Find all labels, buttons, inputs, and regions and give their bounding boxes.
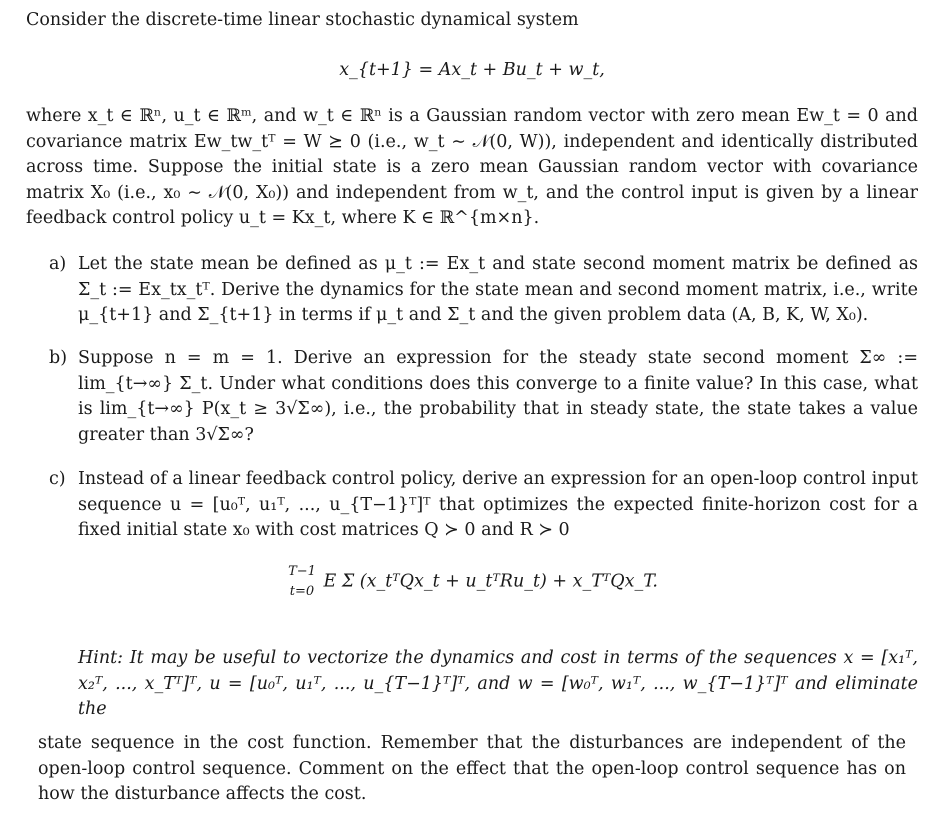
dynamics-equation: x_{t+1} = Ax_t + Bu_t + w_t, xyxy=(339,60,605,80)
cost-expression: E Σ (x_tᵀQx_t + u_tᵀRu_t) + x_TᵀQx_T. xyxy=(323,571,658,592)
part-a-label: a) xyxy=(49,254,67,274)
part-c-text: Instead of a linear feedback control policy, derive an expression for an open-loop control input sequence u = [u₀ᵀ, u₁ᵀ, ..., u_{T−1}ᵀ]ᵀ that optimizes the expected finite-horizon cost for a fixed initial state x₀ with cost matrices Q ≻ 0 and R ≻ 0 xyxy=(78,469,918,540)
part-b-text: Suppose n = m = 1. Derive an expression for the steady state second moment Σ∞ := lim_{t→∞} Σ_t. Under what conditions does this converge to a finite value? In this case, what is lim_{t→∞} P(x_t ≥ 3√Σ∞), i.e., the probability that in steady state, the state takes a value greater than 3√Σ∞? xyxy=(78,348,918,445)
sum-lower-limit: t=0 xyxy=(289,584,315,599)
summation-operator xyxy=(288,562,316,602)
part-b xyxy=(49,346,918,448)
problem-description: where x_t ∈ ℝⁿ, u_t ∈ ℝᵐ, and w_t ∈ ℝⁿ is a Gaussian random vector with zero mean Ew_t = 0 and covariance matrix Ew_tw_tᵀ = W ⪰ 0 (i.e., w_t ∼ 𝒩(0, W)), independent and identically distributed across time. Suppose the initial state is a zero mean Gaussian random vector with covariance matrix X₀ (i.e., x₀ ∼ 𝒩(0, X₀)) and independent from w_t, and the control input is given by a linear feedback control policy u_t = Kx_t, where K ∈ ℝ^{m×n}. xyxy=(26,106,918,228)
cost-equation xyxy=(26,562,918,602)
intro-text: Consider the discrete-time linear stochastic dynamical system xyxy=(26,10,579,30)
part-c-label: c) xyxy=(49,469,66,489)
part-a xyxy=(49,252,918,329)
part-c xyxy=(49,467,918,544)
part-b-label: b) xyxy=(49,348,68,368)
continuation-text: state sequence in the cost function. Remember that the disturbances are independent of the open-loop control sequence. Comment on the effect that the open-loop control sequence has on how the disturbance affects the cost. xyxy=(38,733,906,804)
part-a-text: Let the state mean be defined as μ_t := Ex_t and state second moment matrix be defined as Σ_t := Ex_tx_tᵀ. Derive the dynamics for the state mean and second moment matrix, i.e., write μ_{t+1} and Σ_{t+1} in terms if μ_t and Σ_t and the given problem data (A, B, K, W, X₀). xyxy=(78,254,918,325)
sum-upper-limit: T−1 xyxy=(288,564,316,579)
hint-text: Hint: It may be useful to vectorize the dynamics and cost in terms of the sequences x = [x₁ᵀ, x₂ᵀ, ..., x_Tᵀ]ᵀ, u = [u₀ᵀ, u₁ᵀ, ..., u_{T−1}ᵀ]ᵀ, and w = [w₀ᵀ, w₁ᵀ, ..., w_{T−1}ᵀ]ᵀ and eliminate the xyxy=(78,648,918,719)
hint-block xyxy=(49,646,918,723)
